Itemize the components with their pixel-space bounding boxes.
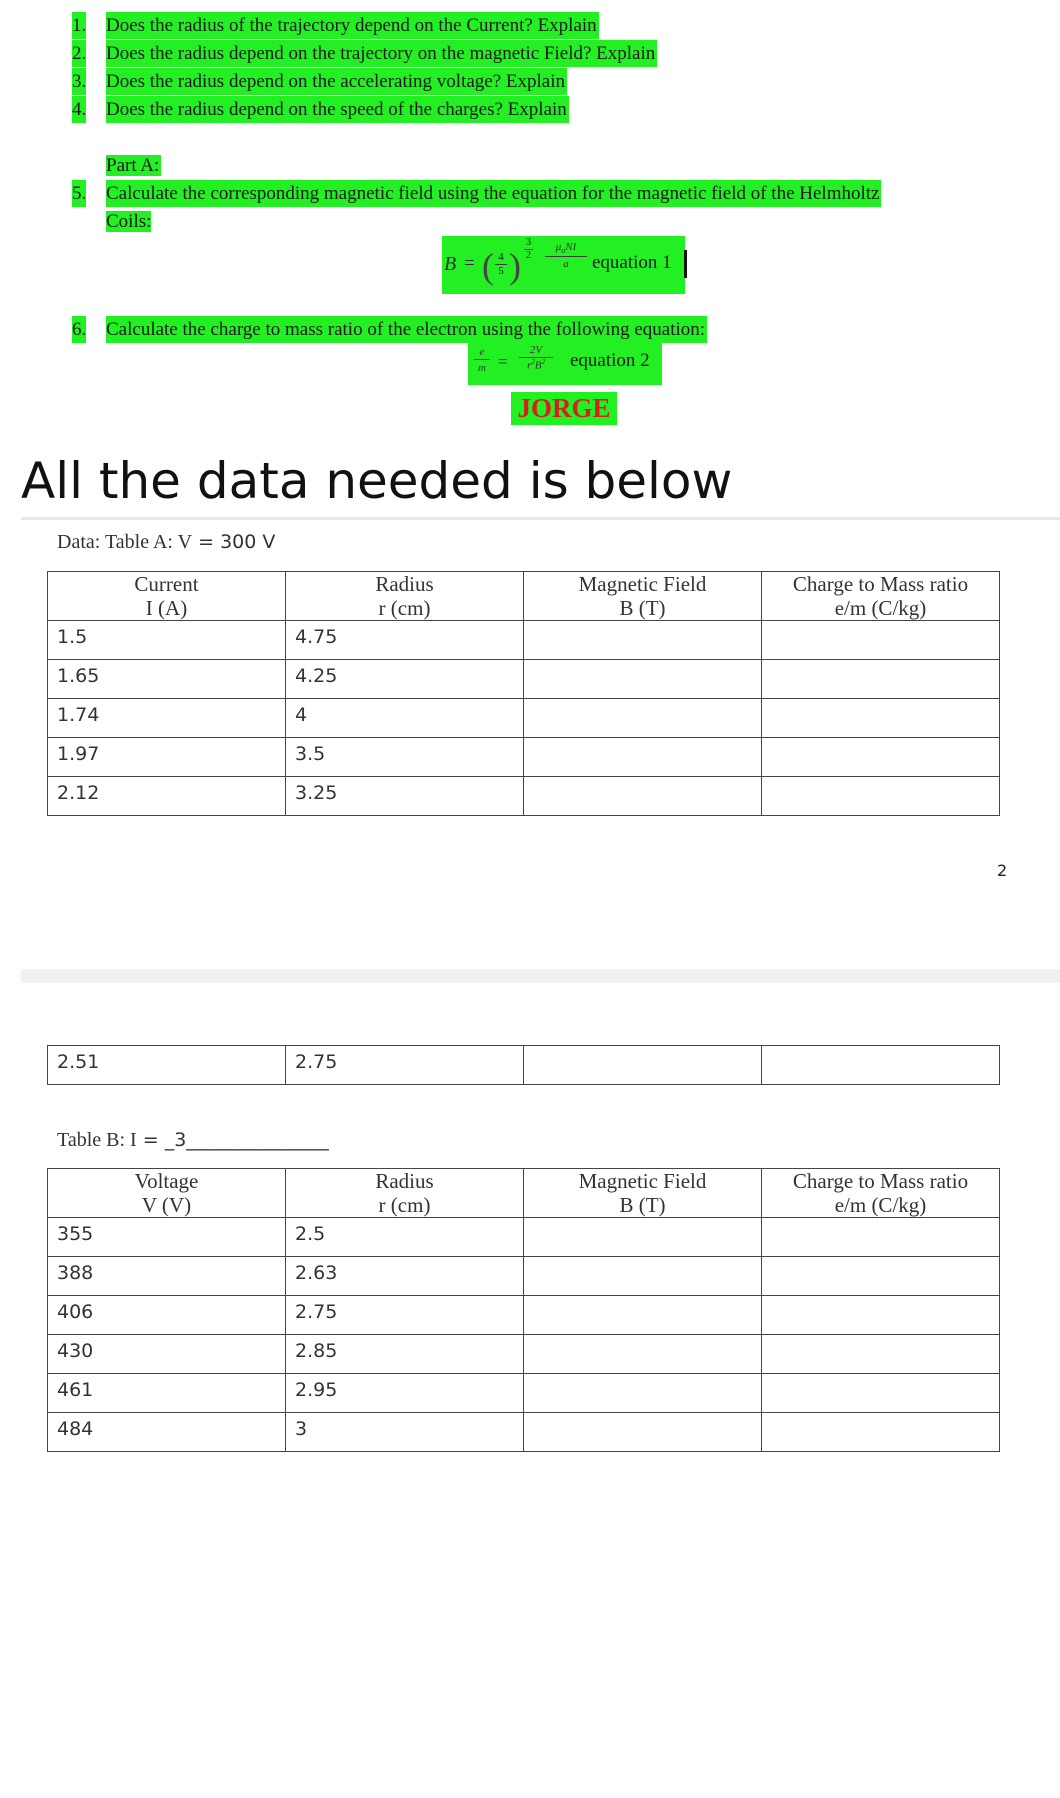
question-number: 6. xyxy=(72,316,86,343)
table-row xyxy=(48,1335,1000,1374)
section-divider xyxy=(21,517,1060,520)
table-a-continued xyxy=(47,1045,1000,1085)
table-header-row xyxy=(48,1169,1000,1218)
equation-1 xyxy=(442,236,685,294)
table-cell: 1.74 xyxy=(48,699,286,738)
table-a-caption xyxy=(57,531,275,554)
column-header: Charge to Mass ratio e/m (C/kg) xyxy=(762,1169,1000,1218)
table-cell[interactable] xyxy=(762,777,1000,816)
table-cell: 1.5 xyxy=(48,621,286,660)
table-cell: 388 xyxy=(48,1257,286,1296)
table-cell: 2.95 xyxy=(286,1374,524,1413)
question-text: Does the radius of the trajectory depend on the Current? Explain xyxy=(106,12,599,39)
table-cell[interactable] xyxy=(762,699,1000,738)
table-cell: 2.75 xyxy=(286,1296,524,1335)
table-cell[interactable] xyxy=(524,738,762,777)
caption-equals: = xyxy=(198,531,215,553)
table-row xyxy=(48,1218,1000,1257)
equation-fraction: 2V $r^2B^2$ xyxy=(519,345,553,372)
question-5-continued xyxy=(106,208,151,235)
equation-fraction: 4 5 xyxy=(495,252,507,277)
column-header: Voltage V (V) xyxy=(48,1169,286,1218)
table-cell: 2.12 xyxy=(48,777,286,816)
table-cell[interactable] xyxy=(762,660,1000,699)
table-row xyxy=(48,660,1000,699)
table-cell: 4.25 xyxy=(286,660,524,699)
column-header: Charge to Mass ratio e/m (C/kg) xyxy=(762,572,1000,621)
table-cell: 2.75 xyxy=(286,1046,524,1085)
caption-equals: = xyxy=(142,1129,159,1151)
table-row xyxy=(48,699,1000,738)
table-cell[interactable] xyxy=(762,1374,1000,1413)
question-text: Calculate the charge to mass ratio of the electron using the following equation: xyxy=(106,316,707,343)
equation-symbol: ) xyxy=(509,246,521,286)
table-row xyxy=(48,1046,1000,1085)
column-header: Magnetic Field B (T) xyxy=(524,572,762,621)
table-cell[interactable] xyxy=(762,1218,1000,1257)
table-cell[interactable] xyxy=(524,1257,762,1296)
equation-fraction: $\mu_oNI$ a xyxy=(545,242,587,270)
table-cell[interactable] xyxy=(762,1296,1000,1335)
table-cell: 355 xyxy=(48,1218,286,1257)
table-b-caption xyxy=(57,1129,329,1152)
table-cell: 2.85 xyxy=(286,1335,524,1374)
table-cell[interactable] xyxy=(524,1046,762,1085)
table-cell[interactable] xyxy=(524,1218,762,1257)
caption-value[interactable]: _3_______________ xyxy=(164,1129,329,1151)
table-cell: 484 xyxy=(48,1413,286,1452)
column-header: Magnetic Field B (T) xyxy=(524,1169,762,1218)
table-cell[interactable] xyxy=(762,1413,1000,1452)
equation-2 xyxy=(468,341,662,385)
table-cell[interactable] xyxy=(524,1374,762,1413)
table-row xyxy=(48,738,1000,777)
column-header: Current I (A) xyxy=(48,572,286,621)
question-text: Does the radius depend on the trajectory on the magnetic Field? Explain xyxy=(106,40,657,67)
table-row xyxy=(48,777,1000,816)
table-cell[interactable] xyxy=(524,1413,762,1452)
table-cell[interactable] xyxy=(524,699,762,738)
table-cell[interactable] xyxy=(762,1257,1000,1296)
equation-fraction: 3 2 xyxy=(526,237,531,261)
text-cursor xyxy=(684,250,687,278)
table-a xyxy=(47,571,1000,816)
equation-symbol: B xyxy=(444,253,457,275)
table-cell[interactable] xyxy=(524,621,762,660)
question-text: Does the radius depend on the speed of the charges? Explain xyxy=(106,96,569,123)
table-cell: 2.63 xyxy=(286,1257,524,1296)
table-cell[interactable] xyxy=(762,1046,1000,1085)
table-cell: 1.97 xyxy=(48,738,286,777)
table-cell[interactable] xyxy=(762,738,1000,777)
page-heading: All the data needed is below xyxy=(21,452,733,510)
equation-symbol: = xyxy=(464,253,475,274)
table-header-row xyxy=(48,572,1000,621)
table-cell: 430 xyxy=(48,1335,286,1374)
table-cell: 2.5 xyxy=(286,1218,524,1257)
caption-label: Data: Table A: V xyxy=(57,531,193,553)
page-number: 2 xyxy=(997,861,1008,880)
student-name: JORGE xyxy=(511,392,617,425)
table-cell: 3.25 xyxy=(286,777,524,816)
equation-label: equation 1 xyxy=(592,252,672,273)
table-cell: 3.5 xyxy=(286,738,524,777)
table-row xyxy=(48,621,1000,660)
table-cell[interactable] xyxy=(524,660,762,699)
table-cell: 2.51 xyxy=(48,1046,286,1085)
table-row xyxy=(48,1296,1000,1335)
question-number: 5. xyxy=(72,180,86,207)
table-b xyxy=(47,1168,1000,1452)
question-number: 2. xyxy=(72,40,86,67)
table-row xyxy=(48,1257,1000,1296)
table-row xyxy=(48,1374,1000,1413)
equation-label: equation 2 xyxy=(570,350,650,371)
equation-fraction: e m xyxy=(474,347,490,374)
table-cell: 3 xyxy=(286,1413,524,1452)
part-a-title: Part A: xyxy=(106,155,160,176)
question-text: Calculate the corresponding magnetic field using the equation for the magnetic field of the Helmholtz xyxy=(106,180,881,207)
table-cell[interactable] xyxy=(524,1335,762,1374)
caption-label: Table B: I xyxy=(57,1129,137,1151)
column-header: Radius r (cm) xyxy=(286,1169,524,1218)
table-cell[interactable] xyxy=(762,621,1000,660)
table-cell[interactable] xyxy=(524,1296,762,1335)
table-row xyxy=(48,1413,1000,1452)
table-cell: 406 xyxy=(48,1296,286,1335)
table-cell: 461 xyxy=(48,1374,286,1413)
question-number: 4. xyxy=(72,96,86,123)
question-text: Coils: xyxy=(106,211,152,232)
table-cell[interactable] xyxy=(524,777,762,816)
question-number: 1. xyxy=(72,12,86,39)
table-cell: 1.65 xyxy=(48,660,286,699)
question-text: Does the radius depend on the accelerating voltage? Explain xyxy=(106,68,567,95)
question-number: 3. xyxy=(72,68,86,95)
table-cell: 4 xyxy=(286,699,524,738)
table-cell[interactable] xyxy=(762,1335,1000,1374)
column-header: Radius r (cm) xyxy=(286,572,524,621)
caption-value: 300 V xyxy=(220,531,276,553)
part-a-title-row xyxy=(106,152,161,179)
equation-symbol: ( xyxy=(482,246,494,286)
table-cell: 4.75 xyxy=(286,621,524,660)
page-break xyxy=(21,969,1060,983)
equation-symbol: = xyxy=(498,352,508,371)
